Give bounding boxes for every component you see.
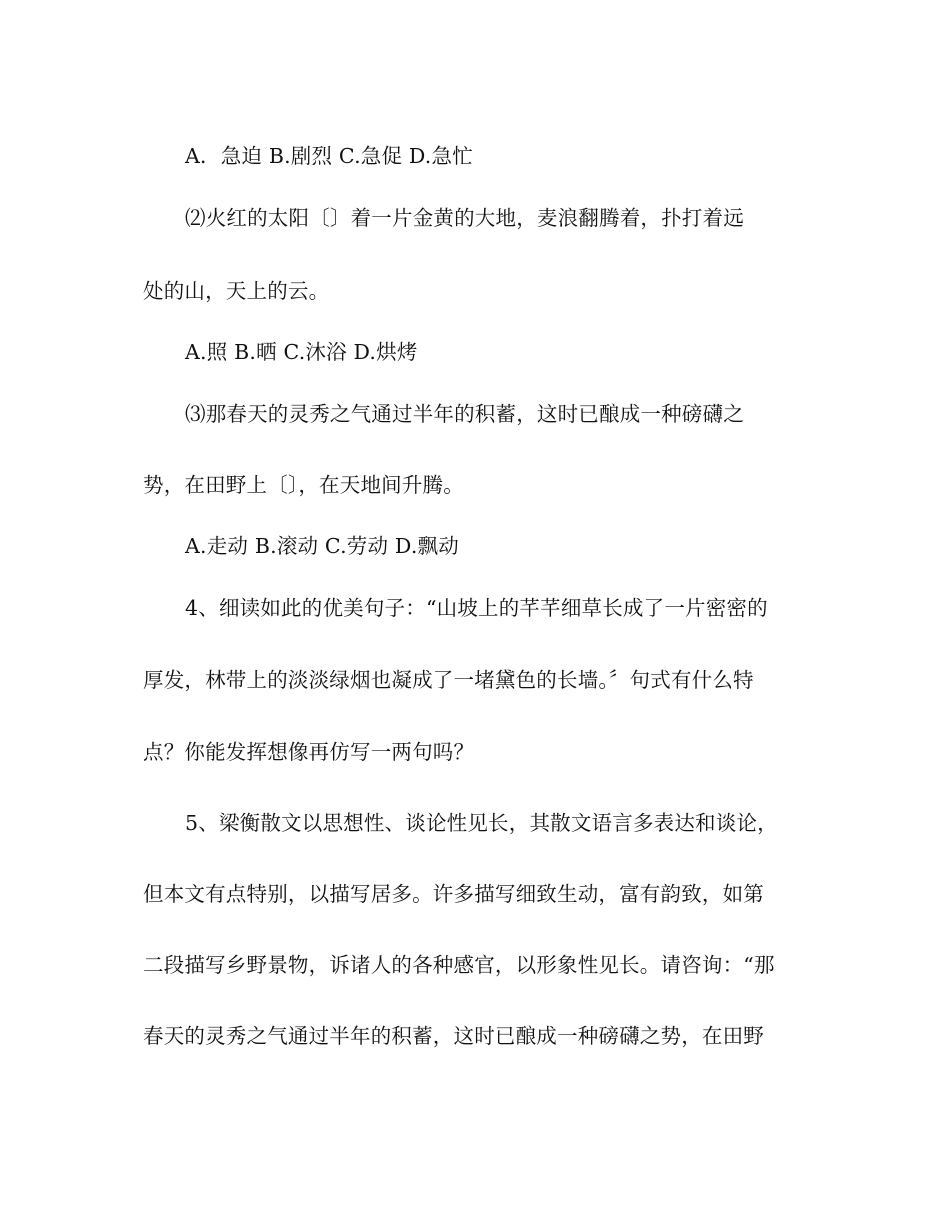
question-5-line-2: 但本文有点特别，以描写居多。许多描写细致生动，富有韵致，如第 <box>143 882 764 906</box>
question-5-line-4: 春天的灵秀之气通过半年的积蓄，这时已酿成一种磅礴之势，在田野 <box>143 1024 764 1048</box>
option-line-q2: A.照 B.晒 C.沐浴 D.烘烤 <box>185 340 418 364</box>
question-4-line-1: 4、细读如此的优美句子：“山坡上的芊芊细草长成了一片密密的 <box>185 596 768 620</box>
question-4-line-2: 厚发，林带上的淡淡绿烟也凝成了一堵黛色的长墙。〞句式有什么特 <box>143 668 754 692</box>
question-5-line-3: 二段描写乡野景物，诉诸人的各种感官，以形象性见长。请咨询：“那 <box>143 953 775 977</box>
question-2-line-1: ⑵火红的太阳〔〕着一片金黄的大地，麦浪翻腾着，扑打着远 <box>185 206 744 230</box>
question-5-line-1: 5、梁衡散文以思想性、谈论性见长，其散文语言多表达和谈论， <box>185 811 778 835</box>
question-4-line-3: 点？你能发挥想像再仿写一两句吗？ <box>143 740 475 764</box>
question-3-line-1: ⑶那春天的灵秀之气通过半年的积蓄，这时已酿成一种磅礴之 <box>185 402 744 426</box>
question-3-line-2: 势，在田野上〔〕，在天地间升腾。 <box>143 473 464 497</box>
option-line-q1: A．急迫 B.剧烈 C.急促 D.急忙 <box>185 144 473 168</box>
option-line-q3: A.走动 B.滚动 C.劳动 D.飘动 <box>185 534 459 558</box>
question-2-line-2: 处的山，天上的云。 <box>143 279 330 303</box>
